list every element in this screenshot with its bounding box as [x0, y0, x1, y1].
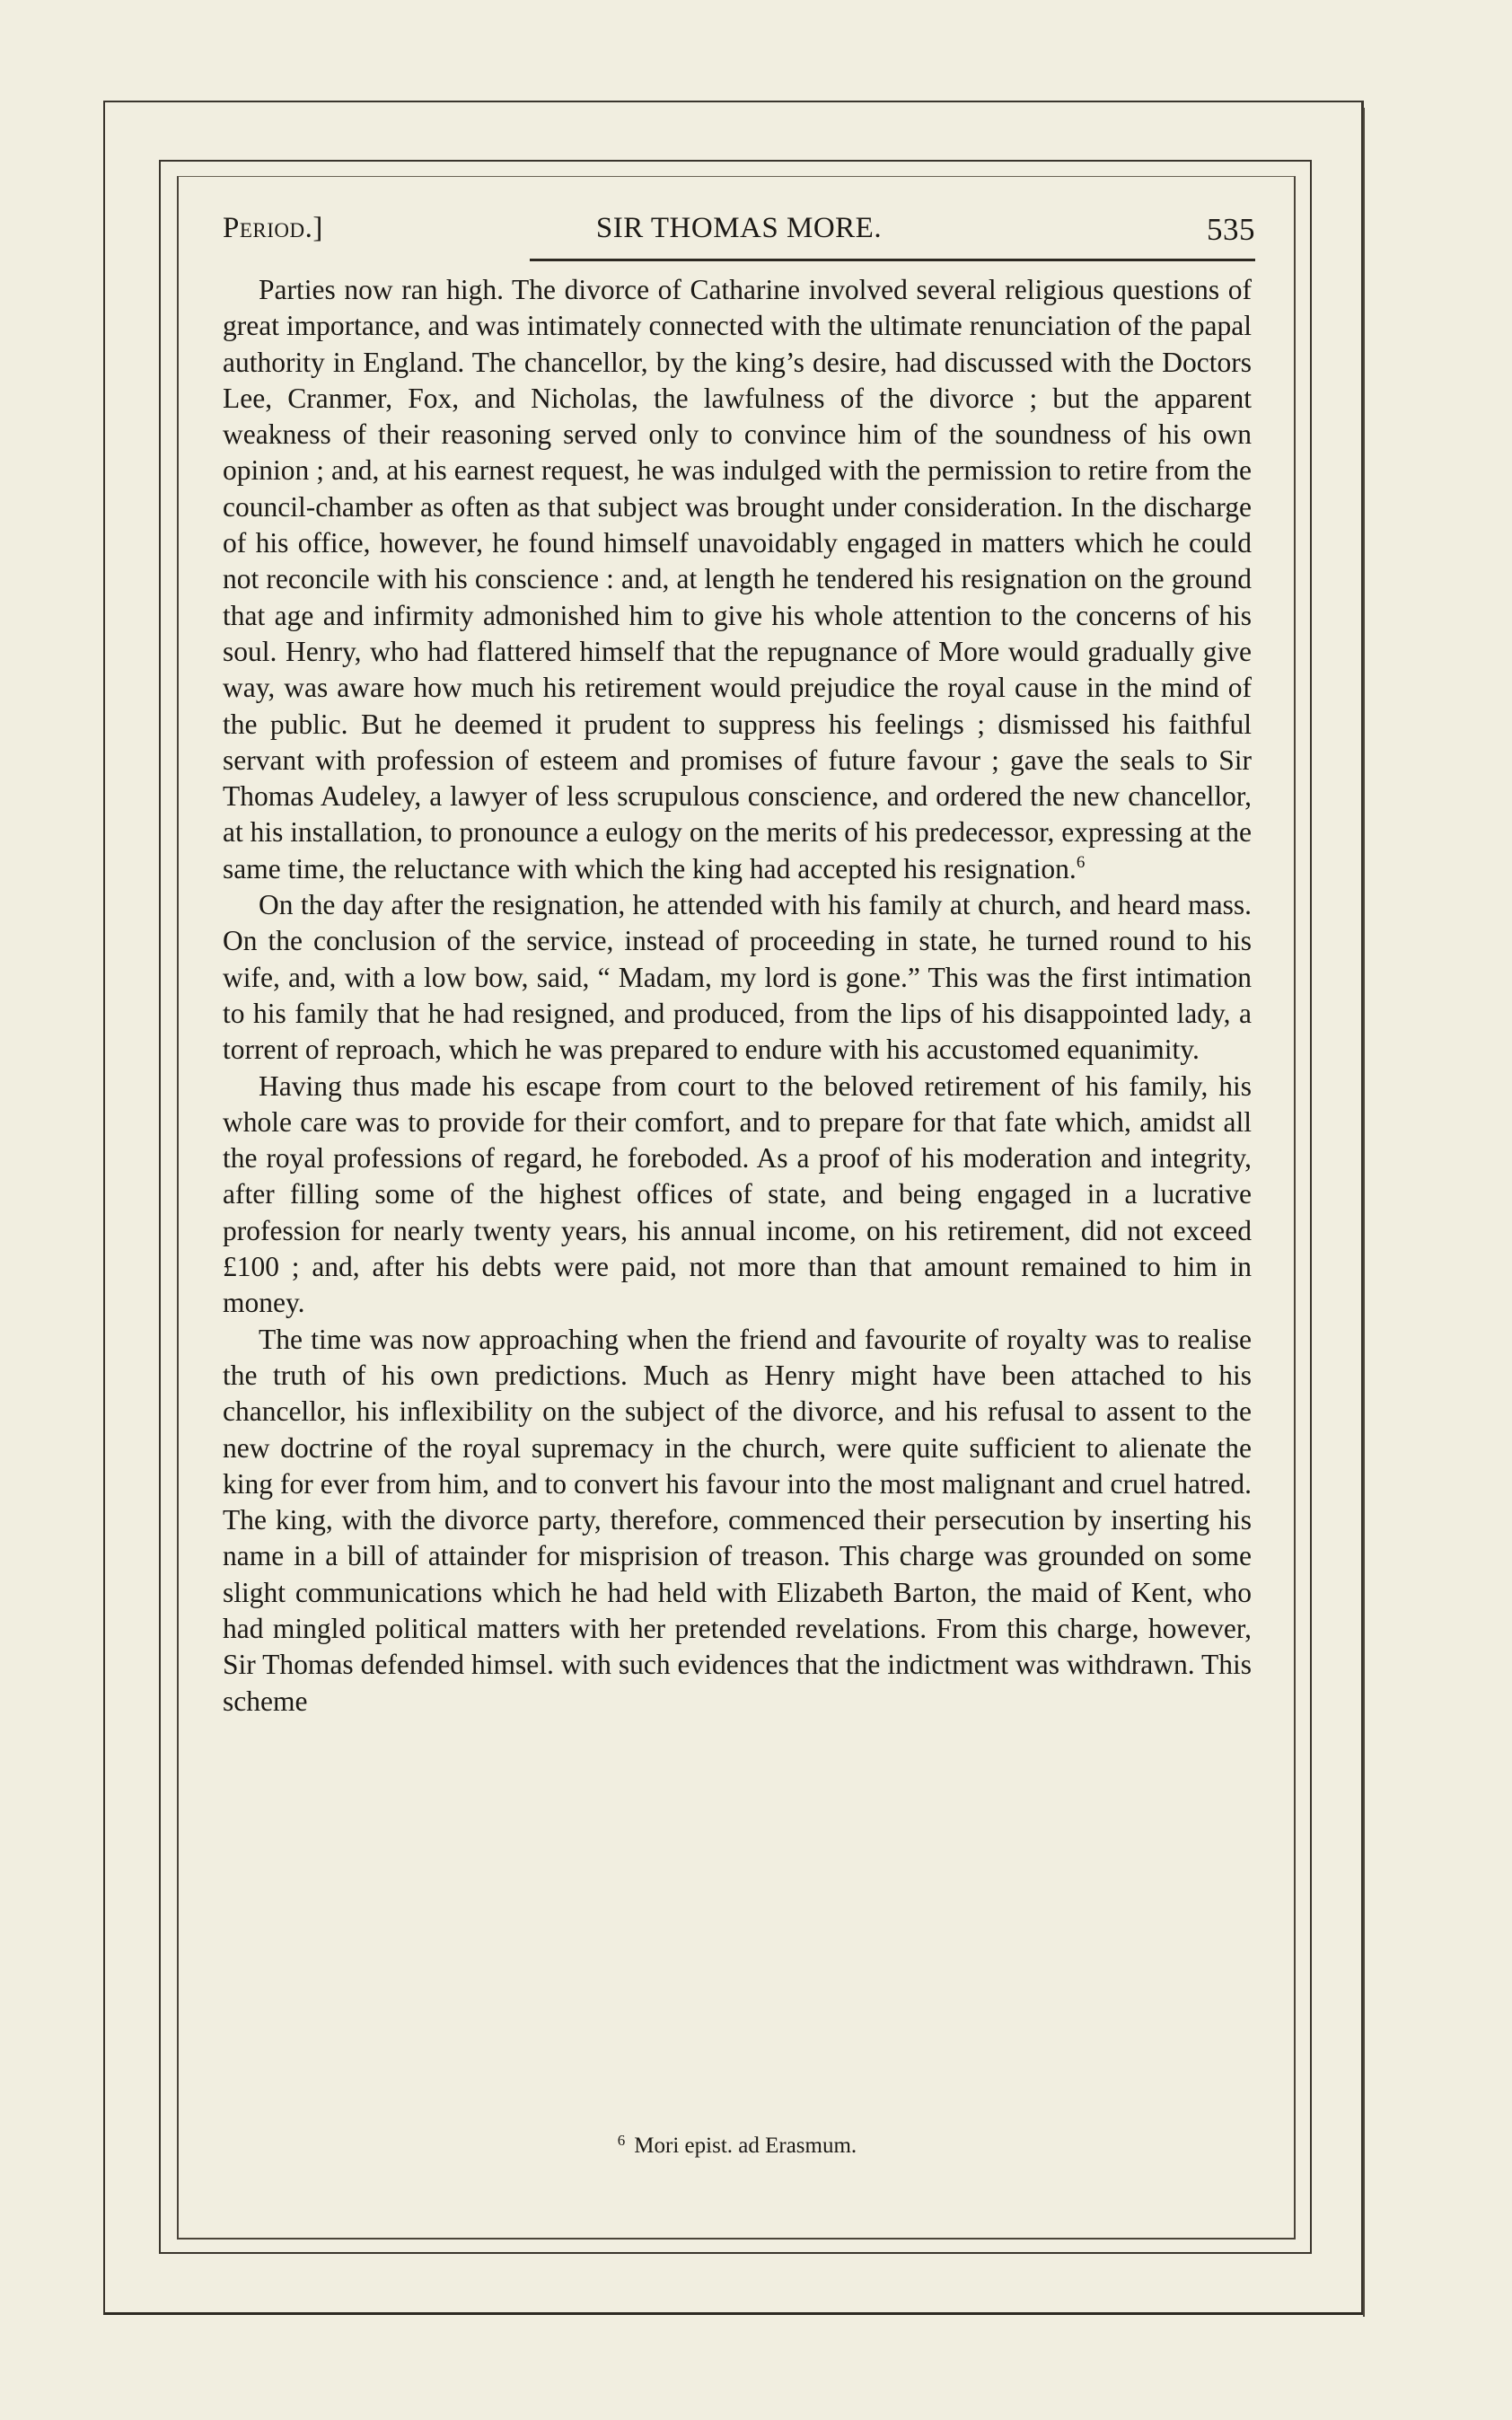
paragraph-text: Having thus made his escape from court to the beloved retirement of his family, his whole care was to provide for their comfort, and to prepare for that fate which, amidst all the royal professions of regard, he foreboded. As a proof of his moderation and integrity, after filling some of the highest offices of state, and being engaged in a lucrative profession for nearly twenty years, his annual income, on his retirement, did not exceed £100 ; and, after his debts were paid, not more than that amount remained to him in money. — [223, 1069, 1252, 1319]
running-header — [223, 212, 1255, 253]
paragraph — [223, 887, 1252, 1068]
paragraph — [223, 1069, 1252, 1322]
paragraph — [223, 272, 1252, 887]
paragraph-text: On the day after the resignation, he attended with his family at church, and heard mass. On the conclusion of the service, instead of proceeding in state, he turned round to his wife, and, with a low bow, said, “ Madam, my lord is gone.” This was the first intimation to his family that he had resigned, and produced, from the lips of his disappointed lady, a torrent of reproach, which he was prepared to endure with his accustomed equanimity. — [223, 889, 1252, 1066]
header-section: Period.] — [223, 212, 323, 244]
footnote-text: Mori epist. ad Erasmum. — [634, 2134, 857, 2158]
paragraph — [223, 1322, 1252, 1720]
paragraph-text: Parties now ran high. The divorce of Catharine involved several religious questions of great importance, and was intimately connected with the ultimate renunciation of the papal authority in England. The chancellor, by the king’s desire, had discussed with the Doctors Lee, Cranmer, Fox, and Nicholas, the lawfulness of the divorce ; but the apparent weakness of their reasoning served only to convince him of the soundness of his own opinion ; and, at his earnest request, he was indulged with the permission to retire from the council-chamber as often as that subject was brought under consideration. In the discharge of his office, however, he found himself unavoidably engaged in matters which he could not reconcile with his conscience : and, at length he tendered his resignation on the ground that age and infirmity admonished him to give his whole attention to the concerns of his soul. Henry, who had flattered himself that the repugnance of More would gradually give way, was aware how much his retirement would prejudice the royal cause in the mind of the public. But he deemed it prudent to suppress his feelings ; dismissed his faithful servant with profession of esteem and promises of future favour ; gave the seals to Sir Thomas Audeley, a lawyer of less scrupulous conscience, and ordered the new chancellor, at his installation, to pronounce a eulogy on the merits of his predecessor, expressing at the same time, the reluctance with which the king had accepted his resignation. — [223, 274, 1252, 884]
footnote — [223, 2132, 1252, 2159]
header-rule — [530, 259, 1255, 261]
footnote-mark: 6 — [617, 2132, 626, 2149]
footnote-reference[interactable]: 6 — [1076, 852, 1086, 872]
page-number: 535 — [1207, 212, 1255, 247]
header-title: SIR THOMAS MORE. — [595, 212, 883, 244]
paragraph-text: The time was now approaching when the friend and favourite of royalty was to realise the truth of his own predictions. Much as Henry might have been attached to his chancellor, his inflexibility on the subject of the divorce, and his refusal to assent to the new doctrine of the royal supremacy in the church, were quite sufficient to alienate the king for ever from him, and to convert his favour into the most malignant and cruel hatred. The king, with the divorce party, therefore, commenced their persecution by inserting his name in a bill of attainder for misprision of treason. This charge was grounded on some slight communications which he had held with Elizabeth Barton, the maid of Kent, who had mingled political matters with her pretended revelations. From this charge, however, Sir Thomas defended himsel. with such evidences that the indictment was withdrawn. This scheme — [223, 1323, 1252, 1717]
body-text — [223, 272, 1252, 1720]
outer-border-right-rule — [1363, 108, 1365, 2317]
